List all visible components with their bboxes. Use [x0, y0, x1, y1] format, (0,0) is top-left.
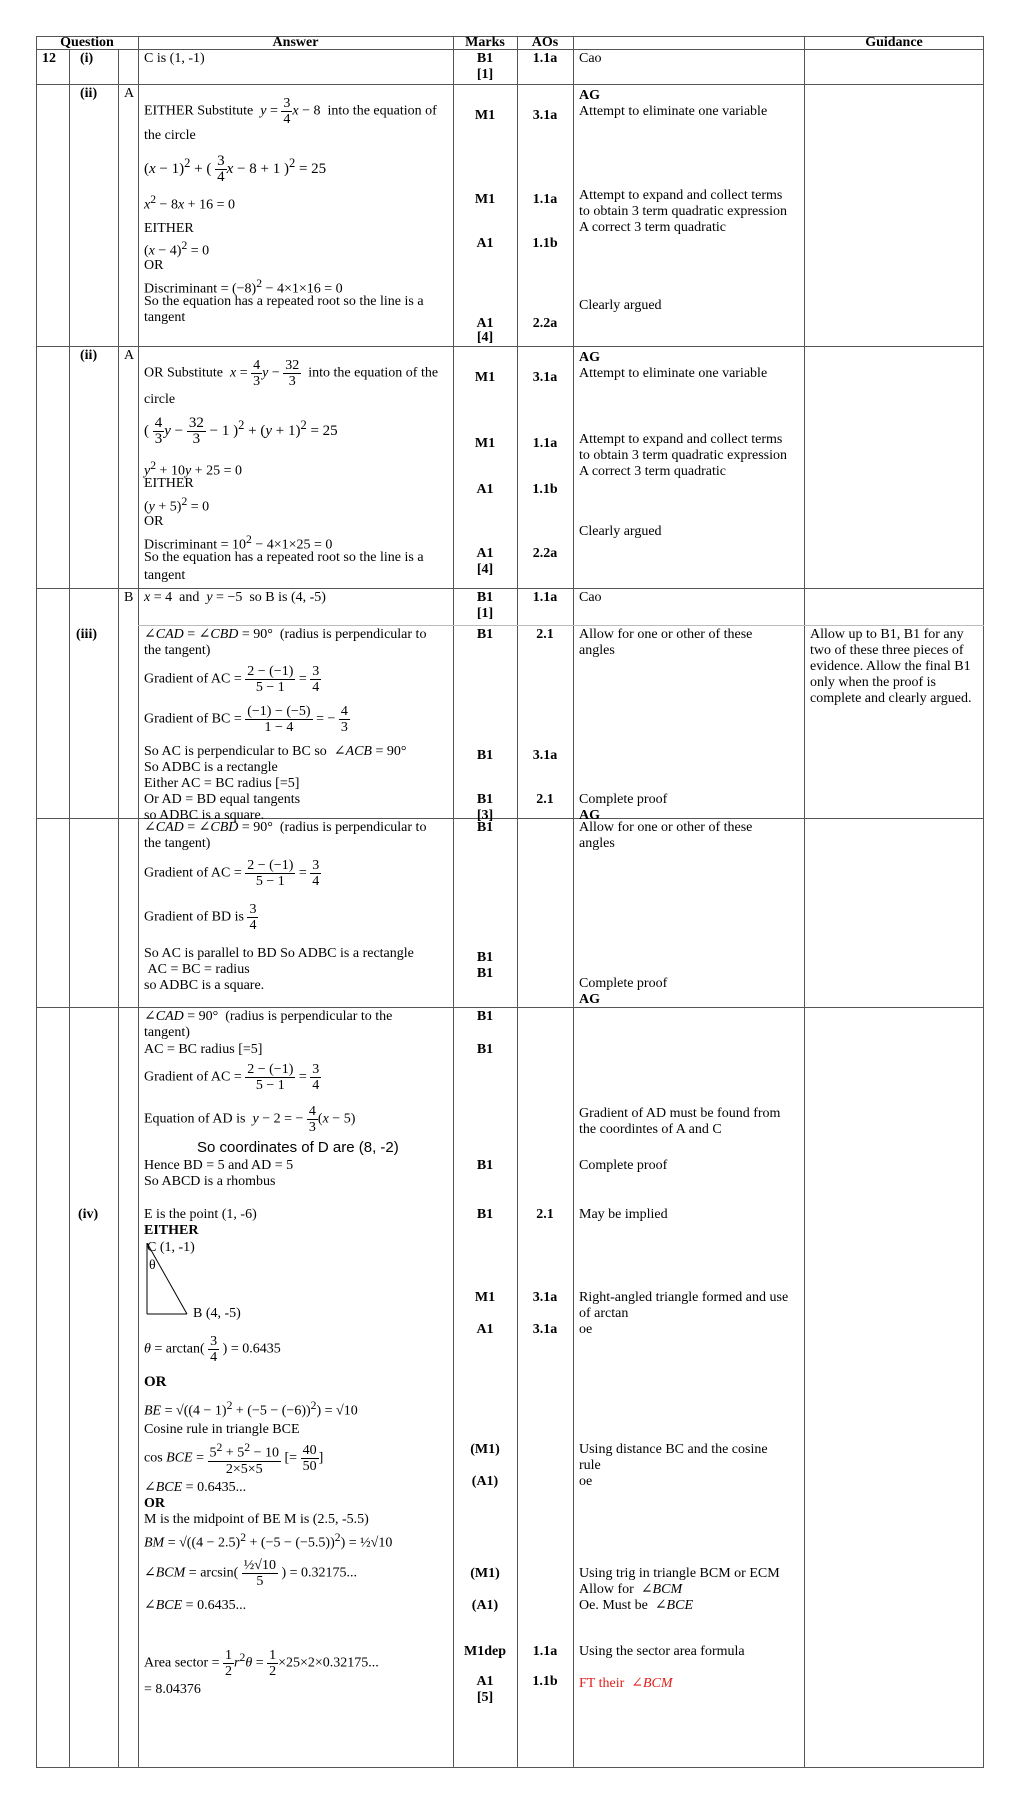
answer-line: EITHER: [144, 221, 194, 236]
header-question: Question: [60, 35, 114, 50]
answer-line: so ADBC is a square.: [144, 808, 265, 823]
answer-line: M is the midpoint of BE M is (2.5, -5.5): [144, 1512, 369, 1527]
mark-total: [3]: [476, 808, 494, 823]
answer-line: So ABCD is a rhombus: [144, 1174, 276, 1189]
guidance-text: Clearly argued: [579, 298, 662, 313]
guidance-text: Allow for ∠BCM: [579, 1582, 683, 1597]
column-divider: [573, 36, 574, 1768]
column-divider: [138, 36, 139, 1768]
guidance-text: A correct 3 term quadratic: [579, 464, 726, 479]
ao-code: 1.1a: [532, 51, 558, 66]
equation: $(x - 4)^2 = 0$: [144, 239, 210, 259]
mark: B1: [476, 950, 494, 965]
guidance-text: Attempt to expand and collect terms: [579, 188, 783, 203]
guidance-text: Cao: [579, 590, 602, 605]
guidance-text: Right-angled triangle formed and use: [579, 1290, 789, 1305]
guidance-text-ft: FT their ∠BCM: [579, 1676, 673, 1691]
guidance-text: oe: [579, 1322, 593, 1337]
column-divider: [69, 49, 70, 1768]
answer-line: circle: [144, 392, 176, 407]
column-divider: [517, 36, 518, 1768]
equation: $x^2 - 8x + 16 = 0$: [144, 193, 235, 213]
point-c-label: C (1, -1): [147, 1240, 195, 1255]
guidance-text: the coordintes of A and C: [579, 1122, 722, 1137]
mark: M1: [474, 1290, 496, 1305]
equation: Equation of AD is y − 2 = − $\frac{4}{3}$ (x − 5): [144, 1104, 356, 1135]
answer-line: OR: [144, 258, 164, 273]
answer-line: Hence BD = 5 and AD = 5: [144, 1158, 294, 1173]
mark: B1: [476, 51, 494, 66]
guidance-text: Cao: [579, 51, 602, 66]
answer-line: So AC is perpendicular to BC so ∠ACB = 90°: [144, 744, 407, 759]
row-divider: [36, 1007, 984, 1008]
guidance-text: rule: [579, 1458, 601, 1473]
equation: θ = arctan( $\frac{3}{4}$ ) = 0.6435: [144, 1334, 281, 1365]
guidance-text: Clearly argued: [579, 524, 662, 539]
answer-line: tangent: [144, 568, 186, 583]
part-label: (iii): [76, 627, 97, 642]
mark-total: [1]: [476, 67, 494, 82]
mark: M1: [474, 108, 496, 123]
mark-total: [4]: [476, 562, 494, 577]
answer-line: E is the point (1, -6): [144, 1207, 257, 1222]
part-label: (ii): [80, 86, 98, 101]
answer-line: tangent: [144, 310, 186, 325]
ao-code: 2.1: [536, 627, 554, 642]
column-divider: [453, 36, 454, 1768]
answer-line: so ADBC is a square.: [144, 978, 265, 993]
coordinates-of-d: So coordinates of D are (8, -2): [197, 1139, 399, 1156]
ag-label: AG: [579, 350, 600, 365]
ao-code: 3.1a: [532, 108, 558, 123]
equation: $(y + 5)^2 = 0$: [144, 495, 210, 515]
mark: A1: [476, 1322, 494, 1337]
mark-total: [5]: [476, 1690, 494, 1705]
guidance-text: Oe. Must be ∠BCE: [579, 1598, 693, 1613]
answer-line: Cosine rule in triangle BCE: [144, 1422, 300, 1437]
guidance-text: Attempt to eliminate one variable: [579, 366, 768, 381]
guidance-text: May be implied: [579, 1207, 668, 1222]
mark: A1: [476, 316, 494, 331]
answer-line: the tangent): [144, 643, 211, 658]
ao-code: 1.1a: [532, 590, 558, 605]
mark: (A1): [471, 1474, 499, 1489]
part-label: (iv): [78, 1207, 99, 1222]
mark: B1: [476, 627, 494, 642]
mark: (A1): [471, 1598, 499, 1613]
equation: cos BCE = $\frac{5^2 + 5^2 - 10}{2\times 5\times 5}$ [= $\frac{40}{50}$ ]: [144, 1441, 324, 1477]
equation: Gradient of BD is $\frac{3}{4}$: [144, 902, 257, 933]
equation: Gradient of BC = $\frac{(-1) - (-5)}{1 - 4}$ = − $\frac{4}{3}$: [144, 704, 348, 735]
guidance-text: Allow for one or other of these: [579, 820, 753, 835]
row-divider: [138, 625, 984, 626]
header-marks: Marks: [465, 35, 505, 50]
mark: B1: [476, 1158, 494, 1173]
mark: B1: [476, 1042, 494, 1057]
equation: Gradient of AC = $\frac{2 - (-1)}{5 - 1}$ = $\frac{3}{4}$: [144, 1062, 320, 1093]
mark: A1: [476, 236, 494, 251]
answer-line: Either AC = BC radius [=5]: [144, 776, 300, 791]
equation: Area sector = $\frac{1}{2}$ $r^2\theta$ = $\frac{1}{2}$ ×25×2×0.32175...: [144, 1648, 379, 1679]
answer-line: So AC is parallel to BD So ADBC is a rectangle: [144, 946, 414, 961]
answer-line: OR: [144, 514, 164, 529]
ao-code: 2.1: [536, 1207, 554, 1222]
row-divider: [36, 84, 984, 85]
equation: ∠BCM = arcsin( $\frac{\text{½√10}}{5}$ ) = 0.32175...: [144, 1558, 358, 1589]
mark: A1: [476, 482, 494, 497]
answer-line: EITHER: [144, 476, 194, 491]
ao-code: 3.1a: [532, 1290, 558, 1305]
sub-label: A: [124, 348, 135, 363]
answer-line: AC = BC radius [=5]: [144, 1042, 263, 1057]
answer-line: the tangent): [144, 836, 211, 851]
guidance-text: Complete proof: [579, 1158, 668, 1173]
mark: (M1): [470, 1566, 500, 1581]
ao-code: 1.1a: [532, 1644, 558, 1659]
sub-label: B: [124, 590, 134, 605]
answer-line: ∠CAD = ∠CBD = 90° (radius is perpendicular to: [144, 627, 427, 642]
row-divider: [36, 588, 984, 589]
guidance-text: A correct 3 term quadratic: [579, 220, 726, 235]
header-aos: AOs: [531, 35, 559, 50]
guidance-text: to obtain 3 term quadratic expression: [579, 204, 787, 219]
ao-code: 2.2a: [532, 546, 558, 561]
theta-label: θ: [149, 1258, 156, 1273]
equation: BM = $√((4 - 2.5)^2 + (-5 - (-5.5))^2)$ = ½√10: [144, 1531, 393, 1551]
guidance-text: angles: [579, 836, 615, 851]
guidance-note: complete and clearly argued.: [810, 691, 972, 706]
header-guidance: Guidance: [865, 35, 923, 50]
ao-code: 1.1b: [532, 236, 558, 251]
column-divider: [118, 49, 119, 1768]
part-label: (ii): [80, 348, 98, 363]
ag-label: AG: [579, 808, 600, 823]
answer-line: EITHER: [144, 1223, 199, 1238]
equation: ∠BCE = 0.6435...: [144, 1480, 247, 1495]
answer-line: tangent): [144, 1025, 190, 1040]
answer-line: Or AD = BD equal tangents: [144, 792, 301, 807]
answer-line: So the equation has a repeated root so the line is a: [144, 550, 424, 565]
mark-scheme-table: [36, 36, 984, 1768]
ao-code: 1.1b: [532, 482, 558, 497]
ag-label: AG: [579, 88, 600, 103]
mark: M1: [474, 370, 496, 385]
answer-line: EITHER Substitute y = $\frac{3}{4}$ x − 8 into the equation of: [144, 96, 437, 127]
ao-code: 3.1a: [532, 748, 558, 763]
row-divider: [36, 346, 984, 347]
guidance-text: Using trig in triangle BCM or ECM: [579, 1566, 780, 1581]
answer-line: So ADBC is a rectangle: [144, 760, 278, 775]
answer-line: OR: [144, 1374, 167, 1390]
mark: B1: [476, 748, 494, 763]
equation: Discriminant = $(-8)^2 - 4\times 1\times 16 = 0$: [144, 277, 343, 297]
guidance-note: only when the proof is: [810, 675, 936, 690]
guidance-text: oe: [579, 1474, 593, 1489]
guidance-text: to obtain 3 term quadratic expression: [579, 448, 787, 463]
table-border-bottom: [36, 1767, 984, 1768]
mark: B1: [476, 590, 494, 605]
mark-total: [1]: [476, 606, 494, 621]
equation: Gradient of AC = $\frac{2 - (-1)}{5 - 1}$ = $\frac{3}{4}$: [144, 664, 320, 695]
equation: ( $\frac{4}{3}$ y − $\frac{32}{3}$ − 1 )$^2 + (y + 1)^2 = 25$: [144, 415, 338, 447]
guidance-text: Allow for one or other of these: [579, 627, 753, 642]
ao-code: 1.1b: [532, 1674, 558, 1689]
guidance-text: Attempt to expand and collect terms: [579, 432, 783, 447]
answer-line: ∠CAD = ∠CBD = 90° (radius is perpendicular to: [144, 820, 427, 835]
equation: ∠BCE = 0.6435...: [144, 1598, 247, 1613]
equation: Gradient of AC = $\frac{2 - (-1)}{5 - 1}$ = $\frac{3}{4}$: [144, 858, 320, 889]
guidance-text: angles: [579, 643, 615, 658]
equation: = 8.04376: [144, 1682, 201, 1697]
table-border-right: [983, 36, 984, 1768]
equation: $(x - 1)^2$ + ( $\frac{3}{4}$ x − 8 + 1 )$^2$ = 25: [144, 153, 327, 185]
question-number: 12: [42, 51, 56, 66]
guidance-text: Attempt to eliminate one variable: [579, 104, 768, 119]
mark: M1: [474, 192, 496, 207]
column-divider: [804, 36, 805, 1768]
guidance-note: two of these three pieces of: [810, 643, 964, 658]
guidance-text: Gradient of AD must be found from: [579, 1106, 781, 1121]
guidance-note: Allow up to B1, B1 for any: [810, 627, 964, 642]
part-label: (i): [80, 51, 94, 66]
mark: (M1): [470, 1442, 500, 1457]
guidance-text: Using distance BC and the cosine: [579, 1442, 768, 1457]
ao-code: 2.1: [536, 792, 554, 807]
guidance-text: Complete proof: [579, 976, 668, 991]
point-b-label: B (4, -5): [193, 1306, 241, 1321]
mark-total: [4]: [476, 330, 494, 345]
answer-line: OR Substitute x = $\frac{4}{3}$ y − $\frac{32}{3}$ into the equation of the: [144, 358, 439, 389]
header-answer: Answer: [272, 35, 319, 50]
mark: B1: [476, 1207, 494, 1222]
mark: B1: [476, 966, 494, 981]
ao-code: 3.1a: [532, 370, 558, 385]
equation: BE = $√((4 - 1)^2 + (-5 - (-6))^2) = √10$: [144, 1399, 358, 1419]
ao-code: 1.1a: [532, 436, 558, 451]
guidance-note: evidence. Allow the final B1: [810, 659, 971, 674]
answer-line: OR: [144, 1496, 165, 1511]
equation: Discriminant = $10^2 - 4\times 1\times 25 = 0$: [144, 533, 333, 553]
answer-line: AC = BC = radius: [144, 962, 250, 977]
mark: A1: [476, 546, 494, 561]
answer-line: ∠CAD = 90° (radius is perpendicular to the: [144, 1009, 393, 1024]
mark: B1: [476, 792, 494, 807]
guidance-text: Complete proof: [579, 792, 668, 807]
table-border-left: [36, 36, 37, 1768]
guidance-text: Using the sector area formula: [579, 1644, 745, 1659]
ao-code: 2.2a: [532, 316, 558, 331]
mark: A1: [476, 1674, 494, 1689]
sub-label: A: [124, 86, 135, 101]
ao-code: 1.1a: [532, 192, 558, 207]
equation: $y^2 + 10y + 25 = 0$: [144, 459, 242, 479]
answer-text: x = 4 and y = −5 so B is (4, -5): [144, 590, 326, 605]
answer-line: So the equation has a repeated root so the line is a: [144, 294, 424, 309]
answer-line: the circle: [144, 128, 196, 143]
mark: B1: [476, 1009, 494, 1024]
mark: M1: [474, 436, 496, 451]
ag-label: AG: [579, 992, 600, 1007]
answer-text: C is (1, -1): [144, 51, 205, 66]
mark: M1dep: [464, 1644, 506, 1659]
mark: B1: [476, 820, 494, 835]
guidance-text: of arctan: [579, 1306, 629, 1321]
ao-code: 3.1a: [532, 1322, 558, 1337]
